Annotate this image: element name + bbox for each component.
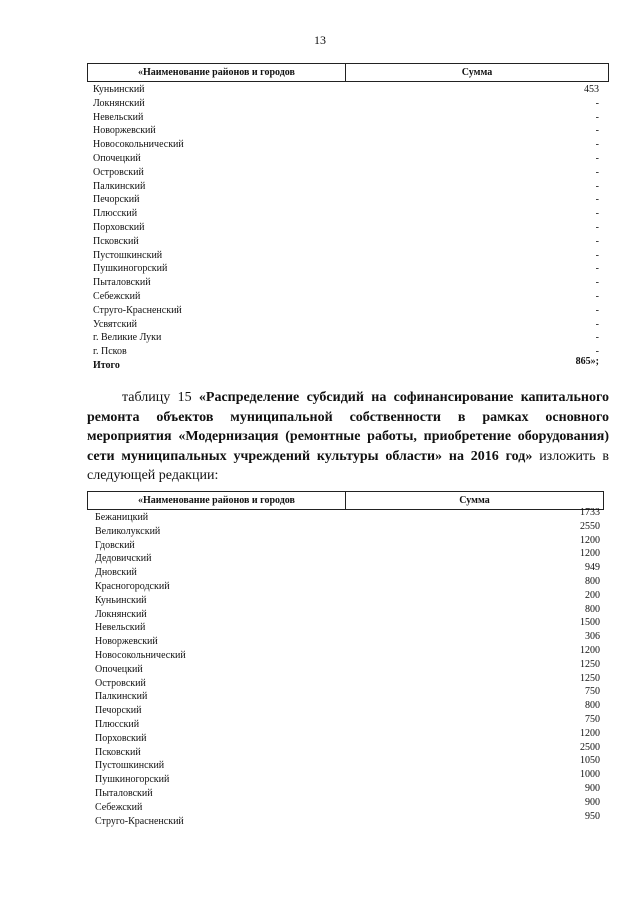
- table-row: [95, 589, 600, 609]
- table1-header-sum: Сумма: [461, 67, 493, 78]
- table-row: [93, 222, 599, 236]
- row-value: 750: [585, 713, 600, 725]
- row-name: Пыталовский: [95, 787, 153, 799]
- table-row: [93, 194, 599, 208]
- row-value: 453: [584, 84, 599, 95]
- table-row: [93, 84, 599, 98]
- row-name: Невельский: [95, 622, 146, 634]
- row-name: Новосокольнический: [93, 139, 184, 151]
- row-value: 800: [585, 603, 600, 615]
- table-row: [95, 507, 600, 526]
- table-row: [93, 167, 599, 181]
- row-value: 1200: [580, 548, 600, 560]
- row-name: Псковский: [95, 746, 141, 758]
- row-name: Островский: [93, 166, 144, 178]
- row-name: Гдовский: [95, 539, 135, 551]
- row-value: 1000: [580, 769, 600, 781]
- row-name: Невельский: [93, 111, 144, 123]
- row-name: г. Великие Луки: [93, 332, 162, 344]
- row-name: Струго-Красненский: [95, 815, 184, 827]
- total-value: 865»;: [575, 355, 599, 367]
- row-name: Локнянский: [93, 97, 145, 109]
- table-row: [95, 700, 600, 719]
- table-row: [93, 208, 599, 222]
- row-value: 900: [585, 796, 600, 808]
- row-value: 1733: [580, 507, 600, 518]
- row-name: Локнянский: [95, 608, 147, 620]
- table-row: [93, 263, 599, 277]
- row-value: -: [595, 180, 599, 192]
- row-name: Палкинский: [93, 180, 146, 192]
- table1-body: [93, 84, 599, 374]
- row-value: 2500: [580, 741, 600, 753]
- row-name: Пушкиногорский: [95, 774, 170, 786]
- row-name: Куньинский: [95, 594, 147, 606]
- table-row: [93, 277, 599, 291]
- row-value: 306: [585, 631, 600, 643]
- row-name: Опочецкий: [95, 663, 143, 675]
- row-value: -: [595, 125, 599, 137]
- row-value: -: [595, 318, 599, 330]
- row-name: Куньинский: [93, 84, 145, 95]
- row-value: 1200: [580, 727, 600, 739]
- row-value: -: [595, 290, 599, 302]
- table-row: [95, 534, 600, 554]
- table-row: [95, 741, 600, 761]
- table-row: [95, 658, 600, 678]
- row-value: 950: [585, 810, 600, 822]
- row-name: Островский: [95, 677, 146, 689]
- table-row: [93, 236, 599, 250]
- row-value: -: [595, 97, 599, 109]
- table-row: [93, 98, 599, 112]
- table-row: [93, 250, 599, 264]
- table-row: [95, 603, 600, 623]
- row-name: Струго-Красненский: [93, 304, 182, 316]
- row-name: Пустошкинский: [95, 760, 165, 772]
- row-name: Усвятский: [93, 318, 137, 330]
- table-row: [93, 125, 599, 139]
- row-name: Пыталовский: [93, 277, 151, 289]
- table-row: [95, 562, 600, 581]
- row-name: Себежский: [95, 801, 143, 813]
- row-value: -: [595, 139, 599, 151]
- instruction-paragraph: [87, 388, 609, 486]
- row-name: Печорский: [95, 705, 142, 717]
- row-name: Дедовичский: [95, 553, 152, 565]
- row-value: 1050: [580, 755, 600, 767]
- table-row: [95, 617, 600, 636]
- row-name: Пустошкинский: [93, 249, 163, 261]
- table2-body: [95, 507, 600, 829]
- row-value: 900: [585, 782, 600, 794]
- row-name: Дновский: [95, 567, 137, 579]
- row-value: 200: [585, 589, 600, 601]
- table-row: [95, 755, 600, 774]
- table-row: [95, 520, 600, 540]
- row-value: -: [595, 263, 599, 275]
- row-name: Палкинский: [95, 691, 148, 703]
- row-name: Опочецкий: [93, 152, 141, 164]
- row-name: Плюсский: [95, 718, 140, 730]
- table2-header-sum: Сумма: [459, 495, 490, 506]
- paragraph-lead: таблицу 15: [122, 390, 199, 405]
- row-name: Печорский: [93, 194, 140, 206]
- row-value: 1500: [580, 617, 600, 629]
- row-name: Новосокольнический: [95, 649, 186, 661]
- total-row: [93, 355, 599, 374]
- table-row: [95, 686, 600, 705]
- row-value: 750: [585, 686, 600, 698]
- row-value: 1200: [580, 644, 600, 656]
- table-row: [95, 631, 600, 650]
- row-value: -: [595, 249, 599, 261]
- table-row: [95, 644, 600, 664]
- table-row: [95, 575, 600, 595]
- row-name: Себежский: [93, 290, 141, 302]
- table-row: [95, 727, 600, 747]
- row-name: Красногородский: [95, 580, 170, 592]
- row-value: -: [595, 152, 599, 164]
- row-value: 1250: [580, 658, 600, 670]
- row-value: -: [595, 304, 599, 316]
- row-value: 800: [585, 575, 600, 587]
- row-name: Бежаницкий: [95, 512, 149, 523]
- table-row: [93, 181, 599, 195]
- row-value: 800: [585, 700, 600, 712]
- table2-header: [87, 491, 604, 510]
- table-row: [95, 810, 600, 830]
- table-row: [93, 332, 599, 346]
- table1-header: [87, 63, 609, 82]
- row-value: -: [595, 111, 599, 123]
- row-name: Порховский: [93, 221, 145, 233]
- page-number: 13: [314, 33, 326, 47]
- paragraph-bold-title: «Распределение субсидий на софинансирование капитального ремонта объектов муниципальной собственности в рамках основного мероприятия «Модернизация (ремонтные работы, приобретение оборудования) сети муниципальных учреждений культуры области» на 2016 год»: [87, 390, 610, 464]
- table-row: [93, 153, 599, 167]
- row-value: -: [595, 332, 599, 344]
- paragraph-tail: изложить в следующей редакции:: [87, 448, 609, 483]
- table-row: [93, 291, 599, 305]
- row-value: 949: [585, 562, 600, 574]
- row-name: Новоржевский: [93, 125, 156, 137]
- row-name: Псковский: [93, 235, 139, 247]
- row-value: 2550: [580, 520, 600, 532]
- row-value: 1250: [580, 672, 600, 684]
- table-row: [93, 319, 599, 333]
- row-value: -: [595, 166, 599, 178]
- total-label: Итого: [93, 359, 120, 371]
- table-row: [95, 713, 600, 733]
- row-name: Пушкиногорский: [93, 263, 168, 275]
- table-row: [93, 305, 599, 319]
- table2-header-name: «Наименование районов и городов: [88, 492, 346, 509]
- row-value: -: [595, 221, 599, 233]
- row-value: -: [595, 346, 599, 358]
- row-name: Порховский: [95, 732, 147, 744]
- table-row: [95, 782, 600, 802]
- row-value: 1200: [580, 534, 600, 546]
- table1-header-name: «Наименование районов и городов: [88, 64, 346, 81]
- table-row: [95, 796, 600, 816]
- row-name: Великолукский: [95, 525, 161, 537]
- table-row: [95, 672, 600, 692]
- row-value: -: [595, 235, 599, 247]
- table-row: [95, 548, 600, 567]
- table-row: [93, 139, 599, 153]
- row-value: -: [595, 194, 599, 206]
- table-row: [95, 769, 600, 788]
- row-name: г. Псков: [93, 346, 127, 358]
- table-row: [93, 112, 599, 126]
- row-name: Плюсский: [93, 208, 138, 220]
- row-name: Новоржевский: [95, 636, 158, 648]
- table-row: [93, 346, 599, 360]
- row-value: -: [595, 208, 599, 220]
- row-value: -: [595, 277, 599, 289]
